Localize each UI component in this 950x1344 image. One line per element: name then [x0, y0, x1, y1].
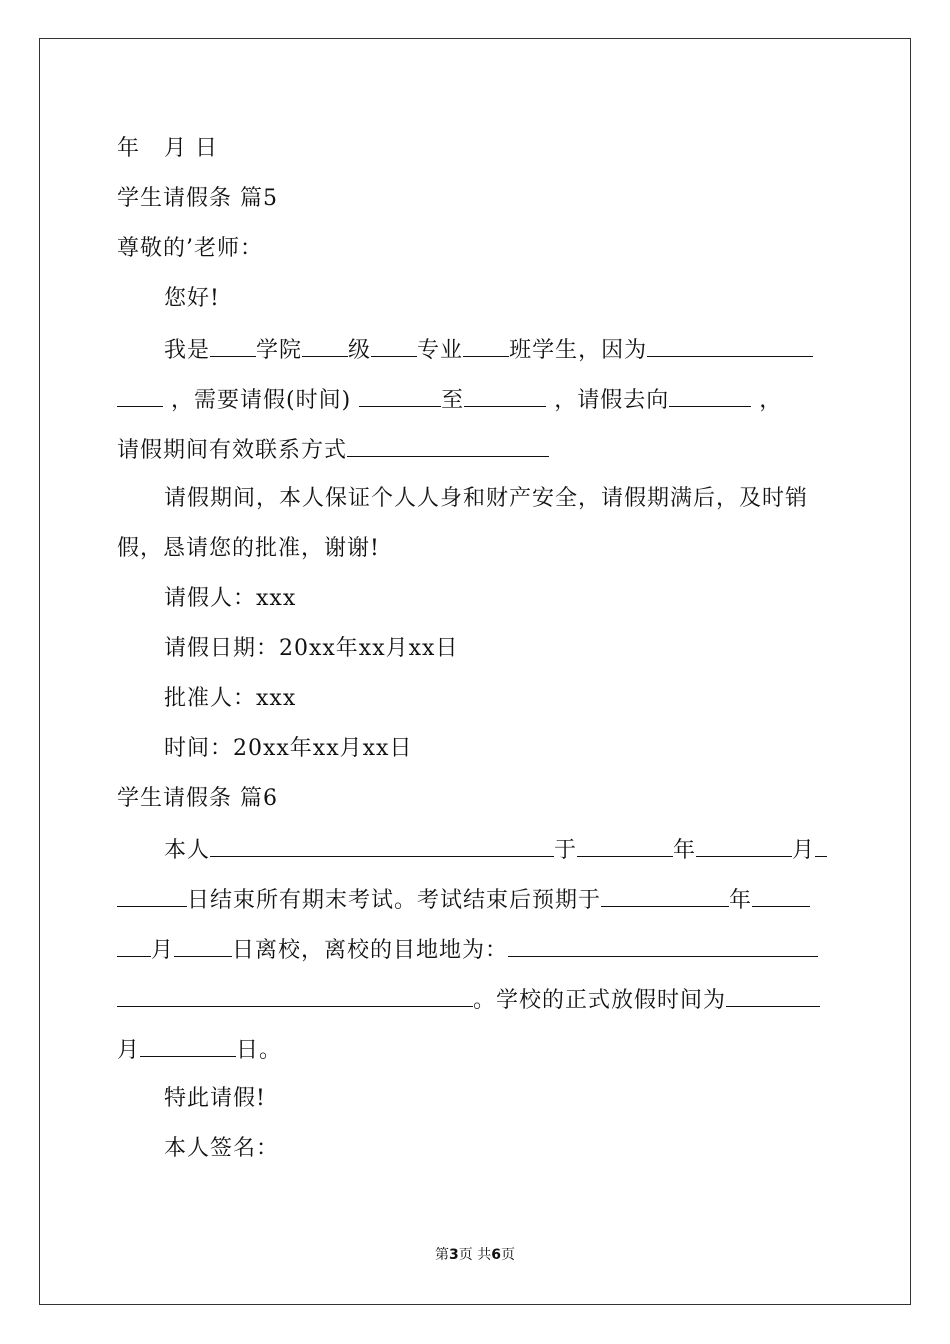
form-line-5 — [117, 1034, 837, 1066]
blank — [371, 334, 417, 357]
text: 年 — [673, 838, 697, 863]
blank — [117, 934, 151, 957]
footer-text: 页 共 — [458, 1247, 492, 1263]
blank — [752, 884, 810, 907]
text: 至 — [441, 388, 465, 413]
text: 日离校，离校的目地地为： — [232, 938, 509, 963]
blank — [140, 1034, 236, 1057]
total-page-number: 6 — [491, 1247, 501, 1263]
text: ， — [759, 388, 783, 413]
text: 月 — [792, 838, 816, 863]
text: 学院 — [256, 338, 303, 363]
blank — [347, 434, 549, 457]
form-line-3 — [117, 934, 837, 966]
blank — [463, 334, 509, 357]
form-line-4 — [117, 984, 837, 1016]
text: ，需要请假(时间) — [171, 388, 352, 413]
blank — [577, 834, 673, 857]
text: 月 — [151, 938, 175, 963]
blank — [117, 884, 187, 907]
blank — [696, 834, 792, 857]
text: 专业 — [417, 338, 464, 363]
page-border — [39, 38, 911, 1305]
special-request-line: 特此请假! — [164, 1086, 266, 1111]
blank — [210, 834, 554, 857]
time-line: 时间：20xx年xx月xx日 — [164, 736, 413, 761]
text: 月 — [117, 1038, 141, 1063]
paragraph-line-2 — [117, 384, 837, 416]
blank — [174, 934, 232, 957]
form-line-1 — [164, 834, 884, 866]
section-title-6: 学生请假条 篇6 — [117, 786, 278, 811]
date-line: 年 月 日 — [117, 136, 218, 161]
text: 我是 — [164, 338, 211, 363]
blank — [508, 934, 818, 957]
text: 请假期间有效联系方式 — [117, 438, 348, 463]
text: 本人 — [164, 838, 211, 863]
text: 于 — [554, 838, 578, 863]
signature-line: 本人签名： — [164, 1136, 280, 1161]
form-line-2 — [117, 884, 837, 916]
text: 日结束所有期末考试。考试结束后预期于 — [187, 888, 602, 913]
blank — [815, 834, 827, 857]
approver-line: 批准人：xxx — [164, 686, 297, 711]
blank — [117, 984, 473, 1007]
text: 。学校的正式放假时间为 — [473, 988, 727, 1013]
greeting: 尊敬的’老师： — [117, 236, 263, 261]
blank — [601, 884, 729, 907]
page-footer — [0, 1245, 950, 1265]
text: 级 — [348, 338, 372, 363]
text: 年 — [729, 888, 753, 913]
paragraph-line-5: 假，恳请您的批准，谢谢! — [117, 536, 380, 561]
blank — [464, 384, 546, 407]
blank — [359, 384, 441, 407]
blank — [726, 984, 820, 1007]
blank — [302, 334, 348, 357]
footer-text: 页 — [500, 1247, 515, 1263]
hello-line: 您好! — [164, 286, 220, 311]
current-page-number: 3 — [449, 1247, 459, 1263]
paragraph-line-4: 请假期间，本人保证个人人身和财产安全，请假期满后，及时销 — [164, 486, 809, 511]
blank — [647, 334, 813, 357]
paragraph-line-3 — [117, 434, 837, 466]
leave-date-line: 请假日期：20xx年xx月xx日 — [164, 636, 459, 661]
section-title-5: 学生请假条 篇5 — [117, 186, 278, 211]
applicant-line: 请假人：xxx — [164, 586, 297, 611]
text: 班学生，因为 — [509, 338, 648, 363]
paragraph-line-1 — [164, 334, 884, 366]
footer-text: 第 — [435, 1247, 450, 1263]
blank — [117, 384, 163, 407]
text: ，请假去向 — [554, 388, 670, 413]
blank — [210, 334, 256, 357]
text: 日。 — [236, 1038, 283, 1063]
blank — [669, 384, 751, 407]
